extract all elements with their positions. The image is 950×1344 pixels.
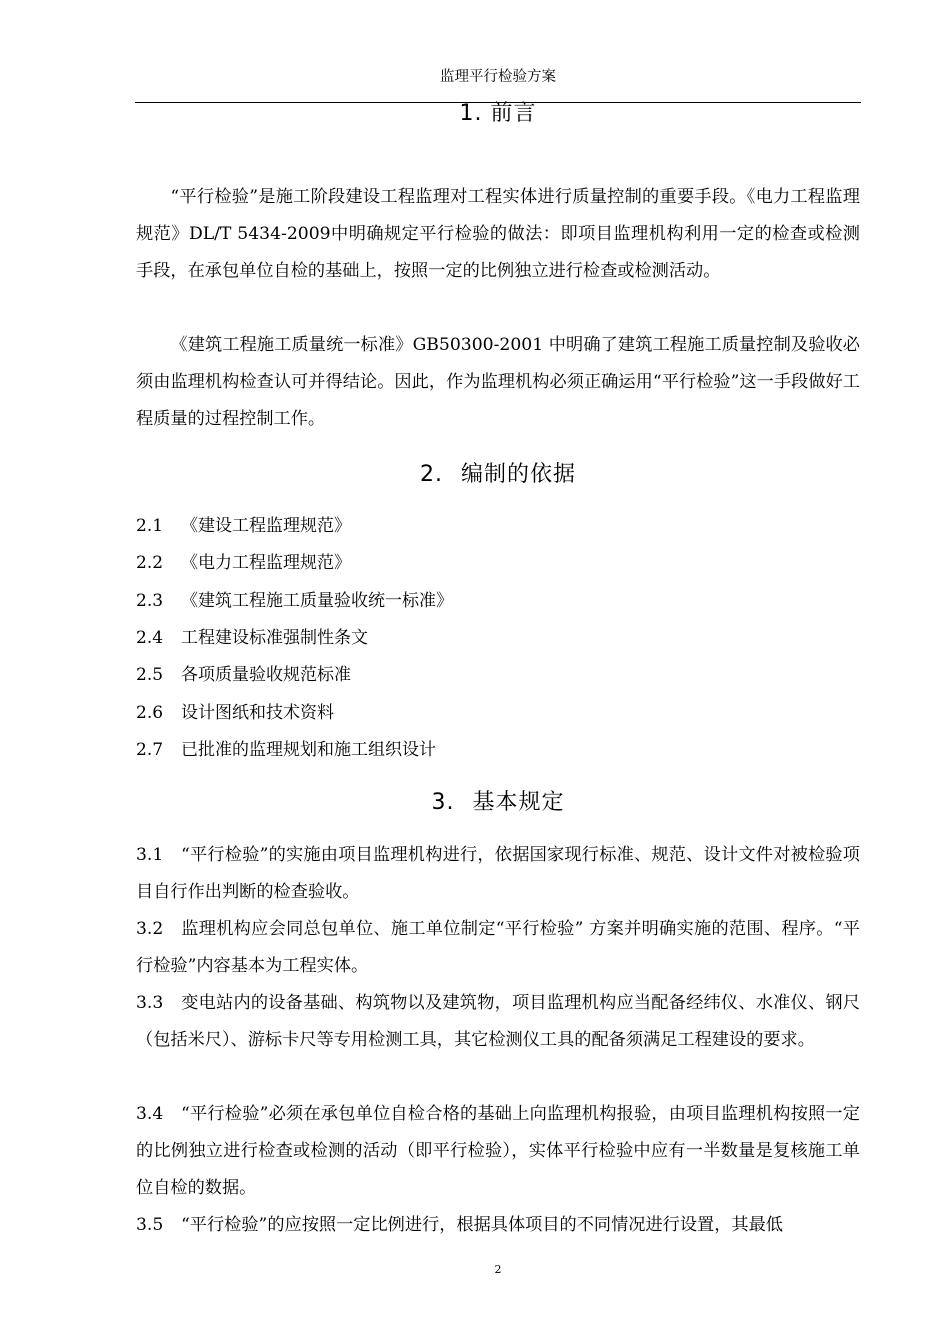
list-item-text: 《电力工程监理规范》 (181, 553, 351, 573)
section-3-number: 3. (431, 790, 455, 815)
clause-number: 3.5 (136, 1215, 164, 1235)
section-3-title: 基本规定 (472, 790, 565, 815)
list-item (136, 589, 860, 613)
list-item-number: 2.3 (136, 591, 164, 611)
section-2-heading (135, 460, 861, 490)
section-2-title: 编制的依据 (460, 462, 576, 487)
clause-text: 监理机构应会同总包单位、施工单位制定“平行检验” 方案并明确实施的范围、程序。“平行检验”内容基本为工程实体。 (136, 919, 860, 976)
clause-number: 3.1 (136, 845, 164, 865)
list-item-number: 2.1 (136, 516, 164, 536)
list-item-number: 2.4 (136, 628, 164, 648)
clause-3-4 (136, 1096, 860, 1207)
clause-number: 3.3 (136, 993, 164, 1013)
list-item-text: 各项质量验收规范标准 (181, 665, 351, 685)
list-item-number: 2.5 (136, 665, 164, 685)
clause-text: 变电站内的设备基础、构筑物以及建筑物，项目监理机构应当配备经纬仪、水准仪、钢尺（包括米尺）、游标卡尺等专用检测工具，其它检测仪工具的配备须满足工程建设的要求。 (136, 993, 860, 1050)
list-item-text: 《建设工程监理规范》 (181, 516, 351, 536)
section-1-heading: 1. 前言 (459, 101, 537, 126)
list-item (136, 701, 860, 725)
clause-text: “平行检验”必须在承包单位自检合格的基础上向监理机构报验，由项目监理机构按照一定的比例独立进行检查或检测的活动（即平行检验），实体平行检验中应有一半数量是复核施工单位自检的数据。 (136, 1104, 860, 1198)
section-1-paragraph-2: 《建筑工程施工质量统一标准》GB50300-2001 中明确了建筑工程施工质量控制及验收必须由监理机构检查认可并得结论。因此，作为监理机构必须正确运用“平行检验”这一手段做好工程质量的过程控制工作。 (136, 335, 860, 429)
clause-text: “平行检验”的应按照一定比例进行，根据具体项目的不同情况进行设置，其最低 (181, 1215, 783, 1235)
list-item-text: 工程建设标准强制性条文 (181, 628, 368, 648)
list-item-text: 已批准的监理规划和施工组织设计 (181, 740, 436, 760)
section-3-heading (135, 788, 861, 818)
clause-3-2 (136, 911, 860, 985)
list-item-number: 2.2 (136, 553, 164, 573)
clause-3-5 (136, 1207, 860, 1244)
list-item (136, 514, 860, 538)
list-item (136, 551, 860, 575)
clause-number: 3.4 (136, 1104, 164, 1124)
list-item-text: 设计图纸和技术资料 (181, 703, 334, 723)
list-item-number: 2.6 (136, 703, 164, 723)
clause-text: “平行检验”的实施由项目监理机构进行，依据国家现行标准、规范、设计文件对被检验项目自行作出判断的检查验收。 (136, 845, 860, 902)
list-item (136, 738, 860, 762)
list-item (136, 663, 860, 687)
list-item-text: 《建筑工程施工质量验收统一标准》 (181, 591, 453, 611)
section-1-paragraph-1: “平行检验”是施工阶段建设工程监理对工程实体进行质量控制的重要手段。《电力工程监理规范》DL/T 5434-2009中明确规定平行检验的做法：即项目监理机构利用一定的检查或检测手段，在承包单位自检的基础上，按照一定的比例独立进行检查或检测活动。 (136, 187, 860, 281)
list-item-number: 2.7 (136, 740, 164, 760)
clause-3-3 (136, 985, 860, 1059)
clause-3-1 (136, 837, 860, 911)
clause-number: 3.2 (136, 919, 164, 939)
list-item (136, 626, 860, 650)
section-2-number: 2. (419, 462, 443, 487)
page-number: 2 (494, 1263, 502, 1276)
running-header: 监理平行检验方案 (440, 69, 556, 85)
